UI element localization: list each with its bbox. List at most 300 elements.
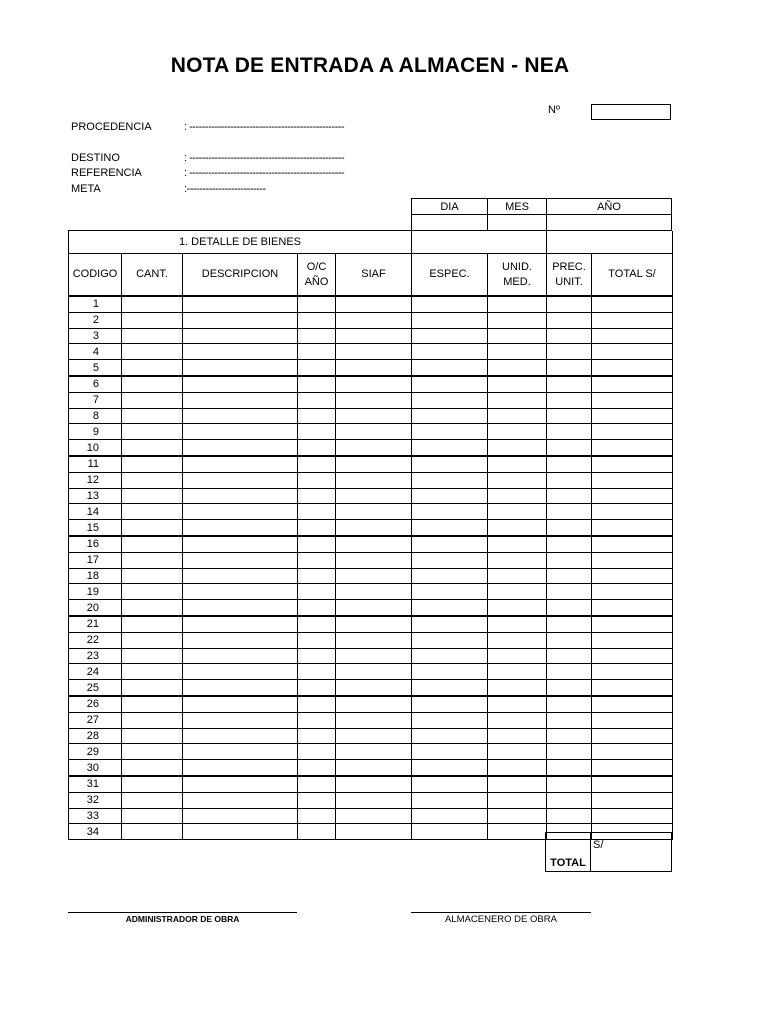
cell-siaf[interactable] bbox=[336, 680, 412, 696]
cell-prec[interactable] bbox=[547, 296, 592, 312]
cell-siaf[interactable] bbox=[336, 360, 412, 376]
cell-prec[interactable] bbox=[547, 776, 592, 792]
cell-unid[interactable] bbox=[488, 328, 547, 344]
cell-total[interactable] bbox=[592, 728, 673, 744]
cell-siaf[interactable] bbox=[336, 440, 412, 456]
cell-descripcion[interactable] bbox=[183, 792, 298, 808]
cell-prec[interactable] bbox=[547, 552, 592, 568]
table-row bbox=[69, 424, 673, 440]
cell-oc[interactable] bbox=[298, 408, 336, 424]
cell-espec[interactable] bbox=[412, 440, 488, 456]
cell-total[interactable] bbox=[592, 440, 673, 456]
referencia-field[interactable]: : ------------------------------------------------- bbox=[184, 167, 345, 179]
cell-descripcion[interactable] bbox=[183, 568, 298, 584]
cell-espec[interactable] bbox=[412, 744, 488, 760]
cell-total[interactable] bbox=[592, 296, 673, 312]
cell-total[interactable] bbox=[592, 312, 673, 328]
cell-unid[interactable] bbox=[488, 584, 547, 600]
cell-cant[interactable] bbox=[122, 744, 183, 760]
cell-unid[interactable] bbox=[488, 616, 547, 632]
cell-siaf[interactable] bbox=[336, 312, 412, 328]
cell-cant[interactable] bbox=[122, 424, 183, 440]
date-month-cell[interactable] bbox=[488, 215, 547, 231]
cell-siaf[interactable] bbox=[336, 568, 412, 584]
cell-siaf[interactable] bbox=[336, 616, 412, 632]
cell-total[interactable] bbox=[592, 424, 673, 440]
cell-oc[interactable] bbox=[298, 424, 336, 440]
cell-descripcion[interactable] bbox=[183, 488, 298, 504]
cell-unid[interactable] bbox=[488, 456, 547, 472]
cell-unid[interactable] bbox=[488, 424, 547, 440]
row-number: 26 bbox=[69, 696, 122, 712]
cell-prec[interactable] bbox=[547, 424, 592, 440]
cell-unid[interactable] bbox=[488, 664, 547, 680]
cell-total[interactable] bbox=[592, 680, 673, 696]
cell-siaf[interactable] bbox=[336, 328, 412, 344]
cell-unid[interactable] bbox=[488, 776, 547, 792]
cell-cant[interactable] bbox=[122, 616, 183, 632]
cell-prec[interactable] bbox=[547, 440, 592, 456]
cell-unid[interactable] bbox=[488, 680, 547, 696]
cell-siaf[interactable] bbox=[336, 344, 412, 360]
cell-total[interactable] bbox=[592, 488, 673, 504]
cell-siaf[interactable] bbox=[336, 776, 412, 792]
cell-espec[interactable] bbox=[412, 712, 488, 728]
cell-cant[interactable] bbox=[122, 360, 183, 376]
cell-unid[interactable] bbox=[488, 696, 547, 712]
cell-cant[interactable] bbox=[122, 776, 183, 792]
cell-oc[interactable] bbox=[298, 584, 336, 600]
cell-descripcion[interactable] bbox=[183, 728, 298, 744]
cell-total[interactable] bbox=[592, 344, 673, 360]
cell-prec[interactable] bbox=[547, 456, 592, 472]
cell-prec[interactable] bbox=[547, 488, 592, 504]
cell-total[interactable] bbox=[592, 792, 673, 808]
meta-field[interactable]: :------------------------- bbox=[184, 183, 266, 195]
cell-unid[interactable] bbox=[488, 344, 547, 360]
table-row bbox=[69, 472, 673, 488]
cell-oc[interactable] bbox=[298, 536, 336, 552]
cell-cant[interactable] bbox=[122, 632, 183, 648]
cell-descripcion[interactable] bbox=[183, 296, 298, 312]
cell-total[interactable] bbox=[592, 552, 673, 568]
cell-unid[interactable] bbox=[488, 392, 547, 408]
table-row bbox=[69, 584, 673, 600]
cell-siaf[interactable] bbox=[336, 408, 412, 424]
col-oc-line2: AÑO bbox=[304, 275, 329, 288]
cell-descripcion[interactable] bbox=[183, 392, 298, 408]
cell-oc[interactable] bbox=[298, 504, 336, 520]
cell-prec[interactable] bbox=[547, 584, 592, 600]
cell-unid[interactable] bbox=[488, 408, 547, 424]
cell-unid[interactable] bbox=[488, 792, 547, 808]
cell-descripcion[interactable] bbox=[183, 408, 298, 424]
cell-total[interactable] bbox=[592, 744, 673, 760]
cell-cant[interactable] bbox=[122, 680, 183, 696]
cell-espec[interactable] bbox=[412, 664, 488, 680]
cell-espec[interactable] bbox=[412, 360, 488, 376]
cell-oc[interactable] bbox=[298, 328, 336, 344]
cell-oc[interactable] bbox=[298, 312, 336, 328]
procedencia-field[interactable]: : ------------------------------------------------- bbox=[184, 121, 345, 133]
cell-cant[interactable] bbox=[122, 312, 183, 328]
cell-cant[interactable] bbox=[122, 600, 183, 616]
cell-espec[interactable] bbox=[412, 696, 488, 712]
cell-oc[interactable] bbox=[298, 440, 336, 456]
cell-siaf[interactable] bbox=[336, 552, 412, 568]
cell-espec[interactable] bbox=[412, 600, 488, 616]
col-oc-header bbox=[298, 254, 336, 297]
cell-prec[interactable] bbox=[547, 616, 592, 632]
cell-cant[interactable] bbox=[122, 456, 183, 472]
cell-siaf[interactable] bbox=[336, 488, 412, 504]
cell-total[interactable] bbox=[592, 760, 673, 776]
cell-cant[interactable] bbox=[122, 568, 183, 584]
cell-unid[interactable] bbox=[488, 488, 547, 504]
goods-detail-table bbox=[68, 230, 673, 840]
cell-siaf[interactable] bbox=[336, 584, 412, 600]
cell-unid[interactable] bbox=[488, 504, 547, 520]
cell-total[interactable] bbox=[592, 584, 673, 600]
cell-espec[interactable] bbox=[412, 824, 488, 840]
cell-siaf[interactable] bbox=[336, 472, 412, 488]
cell-siaf[interactable] bbox=[336, 600, 412, 616]
date-day-cell[interactable] bbox=[412, 215, 488, 231]
cell-unid[interactable] bbox=[488, 376, 547, 392]
cell-cant[interactable] bbox=[122, 344, 183, 360]
cell-prec[interactable] bbox=[547, 744, 592, 760]
cell-descripcion[interactable] bbox=[183, 664, 298, 680]
cell-prec[interactable] bbox=[547, 504, 592, 520]
row-number: 8 bbox=[69, 408, 122, 424]
cell-unid[interactable] bbox=[488, 440, 547, 456]
cell-total[interactable] bbox=[592, 648, 673, 664]
cell-prec[interactable] bbox=[547, 808, 592, 824]
cell-oc[interactable] bbox=[298, 744, 336, 760]
cell-oc[interactable] bbox=[298, 376, 336, 392]
table-row bbox=[69, 296, 673, 312]
cell-unid[interactable] bbox=[488, 824, 547, 840]
cell-descripcion[interactable] bbox=[183, 648, 298, 664]
cell-unid[interactable] bbox=[488, 296, 547, 312]
cell-descripcion[interactable] bbox=[183, 712, 298, 728]
col-total-header: TOTAL S/ bbox=[592, 254, 673, 297]
cell-oc[interactable] bbox=[298, 824, 336, 840]
cell-prec[interactable] bbox=[547, 376, 592, 392]
cell-espec[interactable] bbox=[412, 648, 488, 664]
cell-oc[interactable] bbox=[298, 488, 336, 504]
cell-total[interactable] bbox=[592, 696, 673, 712]
cell-siaf[interactable] bbox=[336, 808, 412, 824]
col-siaf-header: SIAF bbox=[336, 254, 412, 297]
col-espec-header: ESPEC. bbox=[412, 254, 488, 297]
cell-oc[interactable] bbox=[298, 776, 336, 792]
cell-total[interactable] bbox=[592, 360, 673, 376]
cell-descripcion[interactable] bbox=[183, 696, 298, 712]
cell-cant[interactable] bbox=[122, 712, 183, 728]
cell-total[interactable] bbox=[592, 520, 673, 536]
cell-cant[interactable] bbox=[122, 824, 183, 840]
cell-oc[interactable] bbox=[298, 696, 336, 712]
cell-prec[interactable] bbox=[547, 536, 592, 552]
cell-unid[interactable] bbox=[488, 552, 547, 568]
cell-siaf[interactable] bbox=[336, 648, 412, 664]
cell-espec[interactable] bbox=[412, 584, 488, 600]
cell-espec[interactable] bbox=[412, 296, 488, 312]
cell-total[interactable] bbox=[592, 328, 673, 344]
row-number: 15 bbox=[69, 520, 122, 536]
cell-unid[interactable] bbox=[488, 312, 547, 328]
cell-unid[interactable] bbox=[488, 520, 547, 536]
cell-descripcion[interactable] bbox=[183, 520, 298, 536]
col-oc-line1: O/C bbox=[306, 260, 327, 273]
cell-siaf[interactable] bbox=[336, 728, 412, 744]
cell-espec[interactable] bbox=[412, 344, 488, 360]
cell-siaf[interactable] bbox=[336, 792, 412, 808]
cell-oc[interactable] bbox=[298, 664, 336, 680]
cell-espec[interactable] bbox=[412, 392, 488, 408]
cell-unid[interactable] bbox=[488, 568, 547, 584]
cell-cant[interactable] bbox=[122, 520, 183, 536]
cell-espec[interactable] bbox=[412, 568, 488, 584]
cell-descripcion[interactable] bbox=[183, 344, 298, 360]
cell-siaf[interactable] bbox=[336, 520, 412, 536]
cell-prec[interactable] bbox=[547, 664, 592, 680]
cell-prec[interactable] bbox=[547, 344, 592, 360]
cell-prec[interactable] bbox=[547, 312, 592, 328]
cell-oc[interactable] bbox=[298, 552, 336, 568]
cell-unid[interactable] bbox=[488, 632, 547, 648]
table-row bbox=[69, 696, 673, 712]
cell-unid[interactable] bbox=[488, 648, 547, 664]
cell-total[interactable] bbox=[592, 568, 673, 584]
cell-total[interactable] bbox=[592, 632, 673, 648]
cell-prec[interactable] bbox=[547, 600, 592, 616]
cell-total[interactable] bbox=[592, 536, 673, 552]
destino-field[interactable]: : ------------------------------------------------- bbox=[184, 152, 345, 164]
cell-unid[interactable] bbox=[488, 536, 547, 552]
cell-espec[interactable] bbox=[412, 792, 488, 808]
cell-oc[interactable] bbox=[298, 712, 336, 728]
cell-cant[interactable] bbox=[122, 696, 183, 712]
cell-unid[interactable] bbox=[488, 728, 547, 744]
cell-cant[interactable] bbox=[122, 808, 183, 824]
cell-cant[interactable] bbox=[122, 472, 183, 488]
cell-cant[interactable] bbox=[122, 504, 183, 520]
cell-siaf[interactable] bbox=[336, 632, 412, 648]
cell-oc[interactable] bbox=[298, 472, 336, 488]
cell-descripcion[interactable] bbox=[183, 328, 298, 344]
cell-total[interactable] bbox=[592, 776, 673, 792]
cell-prec[interactable] bbox=[547, 712, 592, 728]
cell-prec[interactable] bbox=[547, 696, 592, 712]
cell-oc[interactable] bbox=[298, 456, 336, 472]
row-number: 27 bbox=[69, 712, 122, 728]
cell-unid[interactable] bbox=[488, 472, 547, 488]
cell-espec[interactable] bbox=[412, 520, 488, 536]
cell-oc[interactable] bbox=[298, 520, 336, 536]
cell-espec[interactable] bbox=[412, 456, 488, 472]
cell-espec[interactable] bbox=[412, 376, 488, 392]
date-year-cell[interactable] bbox=[547, 215, 672, 231]
cell-espec[interactable] bbox=[412, 472, 488, 488]
cell-espec[interactable] bbox=[412, 808, 488, 824]
cell-prec[interactable] bbox=[547, 392, 592, 408]
cell-descripcion[interactable] bbox=[183, 760, 298, 776]
cell-cant[interactable] bbox=[122, 488, 183, 504]
cell-prec[interactable] bbox=[547, 472, 592, 488]
cell-siaf[interactable] bbox=[336, 456, 412, 472]
cell-siaf[interactable] bbox=[336, 712, 412, 728]
cell-descripcion[interactable] bbox=[183, 680, 298, 696]
cell-prec[interactable] bbox=[547, 792, 592, 808]
cell-cant[interactable] bbox=[122, 296, 183, 312]
cell-total[interactable] bbox=[592, 616, 673, 632]
cell-total[interactable] bbox=[592, 808, 673, 824]
cell-descripcion[interactable] bbox=[183, 744, 298, 760]
cell-espec[interactable] bbox=[412, 728, 488, 744]
cell-descripcion[interactable] bbox=[183, 536, 298, 552]
cell-espec[interactable] bbox=[412, 488, 488, 504]
cell-oc[interactable] bbox=[298, 728, 336, 744]
cell-cant[interactable] bbox=[122, 728, 183, 744]
cell-prec[interactable] bbox=[547, 680, 592, 696]
row-number: 28 bbox=[69, 728, 122, 744]
cell-siaf[interactable] bbox=[336, 664, 412, 680]
cell-espec[interactable] bbox=[412, 552, 488, 568]
col-codigo-header: CODIGO bbox=[69, 254, 122, 297]
cell-oc[interactable] bbox=[298, 616, 336, 632]
cell-cant[interactable] bbox=[122, 376, 183, 392]
cell-total[interactable] bbox=[592, 600, 673, 616]
cell-descripcion[interactable] bbox=[183, 632, 298, 648]
cell-oc[interactable] bbox=[298, 648, 336, 664]
row-number: 9 bbox=[69, 424, 122, 440]
cell-descripcion[interactable] bbox=[183, 584, 298, 600]
cell-total[interactable] bbox=[592, 504, 673, 520]
cell-total[interactable] bbox=[592, 376, 673, 392]
cell-prec[interactable] bbox=[547, 408, 592, 424]
cell-cant[interactable] bbox=[122, 648, 183, 664]
cell-oc[interactable] bbox=[298, 632, 336, 648]
cell-descripcion[interactable] bbox=[183, 360, 298, 376]
cell-siaf[interactable] bbox=[336, 392, 412, 408]
cell-siaf[interactable] bbox=[336, 296, 412, 312]
cell-cant[interactable] bbox=[122, 664, 183, 680]
cell-unid[interactable] bbox=[488, 760, 547, 776]
number-field[interactable] bbox=[591, 104, 671, 120]
cell-total[interactable] bbox=[592, 408, 673, 424]
cell-total[interactable] bbox=[592, 664, 673, 680]
cell-prec[interactable] bbox=[547, 328, 592, 344]
cell-oc[interactable] bbox=[298, 760, 336, 776]
cell-oc[interactable] bbox=[298, 680, 336, 696]
cell-cant[interactable] bbox=[122, 760, 183, 776]
cell-espec[interactable] bbox=[412, 616, 488, 632]
cell-prec[interactable] bbox=[547, 360, 592, 376]
cell-espec[interactable] bbox=[412, 632, 488, 648]
cell-oc[interactable] bbox=[298, 360, 336, 376]
cell-descripcion[interactable] bbox=[183, 552, 298, 568]
cell-oc[interactable] bbox=[298, 792, 336, 808]
cell-oc[interactable] bbox=[298, 344, 336, 360]
cell-cant[interactable] bbox=[122, 408, 183, 424]
cell-descripcion[interactable] bbox=[183, 456, 298, 472]
cell-espec[interactable] bbox=[412, 760, 488, 776]
cell-unid[interactable] bbox=[488, 360, 547, 376]
cell-espec[interactable] bbox=[412, 408, 488, 424]
cell-unid[interactable] bbox=[488, 712, 547, 728]
cell-oc[interactable] bbox=[298, 568, 336, 584]
cell-espec[interactable] bbox=[412, 312, 488, 328]
row-number: 1 bbox=[69, 296, 122, 312]
cell-descripcion[interactable] bbox=[183, 776, 298, 792]
cell-siaf[interactable] bbox=[336, 536, 412, 552]
cell-cant[interactable] bbox=[122, 440, 183, 456]
cell-total[interactable] bbox=[592, 712, 673, 728]
cell-prec[interactable] bbox=[547, 632, 592, 648]
cell-descripcion[interactable] bbox=[183, 440, 298, 456]
cell-siaf[interactable] bbox=[336, 744, 412, 760]
cell-prec[interactable] bbox=[547, 648, 592, 664]
cell-espec[interactable] bbox=[412, 504, 488, 520]
cell-prec[interactable] bbox=[547, 520, 592, 536]
cell-prec[interactable] bbox=[547, 760, 592, 776]
cell-descripcion[interactable] bbox=[183, 312, 298, 328]
cell-siaf[interactable] bbox=[336, 696, 412, 712]
cell-siaf[interactable] bbox=[336, 424, 412, 440]
cell-cant[interactable] bbox=[122, 792, 183, 808]
total-value-field[interactable]: S/ bbox=[591, 833, 672, 872]
cell-cant[interactable] bbox=[122, 552, 183, 568]
cell-unid[interactable] bbox=[488, 744, 547, 760]
cell-descripcion[interactable] bbox=[183, 616, 298, 632]
cell-total[interactable] bbox=[592, 456, 673, 472]
cell-oc[interactable] bbox=[298, 808, 336, 824]
cell-espec[interactable] bbox=[412, 776, 488, 792]
cell-cant[interactable] bbox=[122, 584, 183, 600]
cell-descripcion[interactable] bbox=[183, 504, 298, 520]
cell-total[interactable] bbox=[592, 472, 673, 488]
cell-descripcion[interactable] bbox=[183, 824, 298, 840]
cell-cant[interactable] bbox=[122, 328, 183, 344]
cell-descripcion[interactable] bbox=[183, 472, 298, 488]
cell-cant[interactable] bbox=[122, 536, 183, 552]
cell-oc[interactable] bbox=[298, 296, 336, 312]
cell-prec[interactable] bbox=[547, 728, 592, 744]
cell-cant[interactable] bbox=[122, 392, 183, 408]
cell-descripcion[interactable] bbox=[183, 424, 298, 440]
cell-espec[interactable] bbox=[412, 328, 488, 344]
cell-oc[interactable] bbox=[298, 600, 336, 616]
cell-espec[interactable] bbox=[412, 424, 488, 440]
cell-espec[interactable] bbox=[412, 536, 488, 552]
cell-siaf[interactable] bbox=[336, 824, 412, 840]
cell-descripcion[interactable] bbox=[183, 376, 298, 392]
cell-unid[interactable] bbox=[488, 808, 547, 824]
cell-descripcion[interactable] bbox=[183, 808, 298, 824]
meta-label: META bbox=[71, 183, 101, 195]
cell-siaf[interactable] bbox=[336, 760, 412, 776]
cell-unid[interactable] bbox=[488, 600, 547, 616]
cell-siaf[interactable] bbox=[336, 376, 412, 392]
cell-descripcion[interactable] bbox=[183, 600, 298, 616]
cell-espec[interactable] bbox=[412, 680, 488, 696]
cell-prec[interactable] bbox=[547, 568, 592, 584]
cell-siaf[interactable] bbox=[336, 504, 412, 520]
cell-total[interactable] bbox=[592, 392, 673, 408]
cell-oc[interactable] bbox=[298, 392, 336, 408]
